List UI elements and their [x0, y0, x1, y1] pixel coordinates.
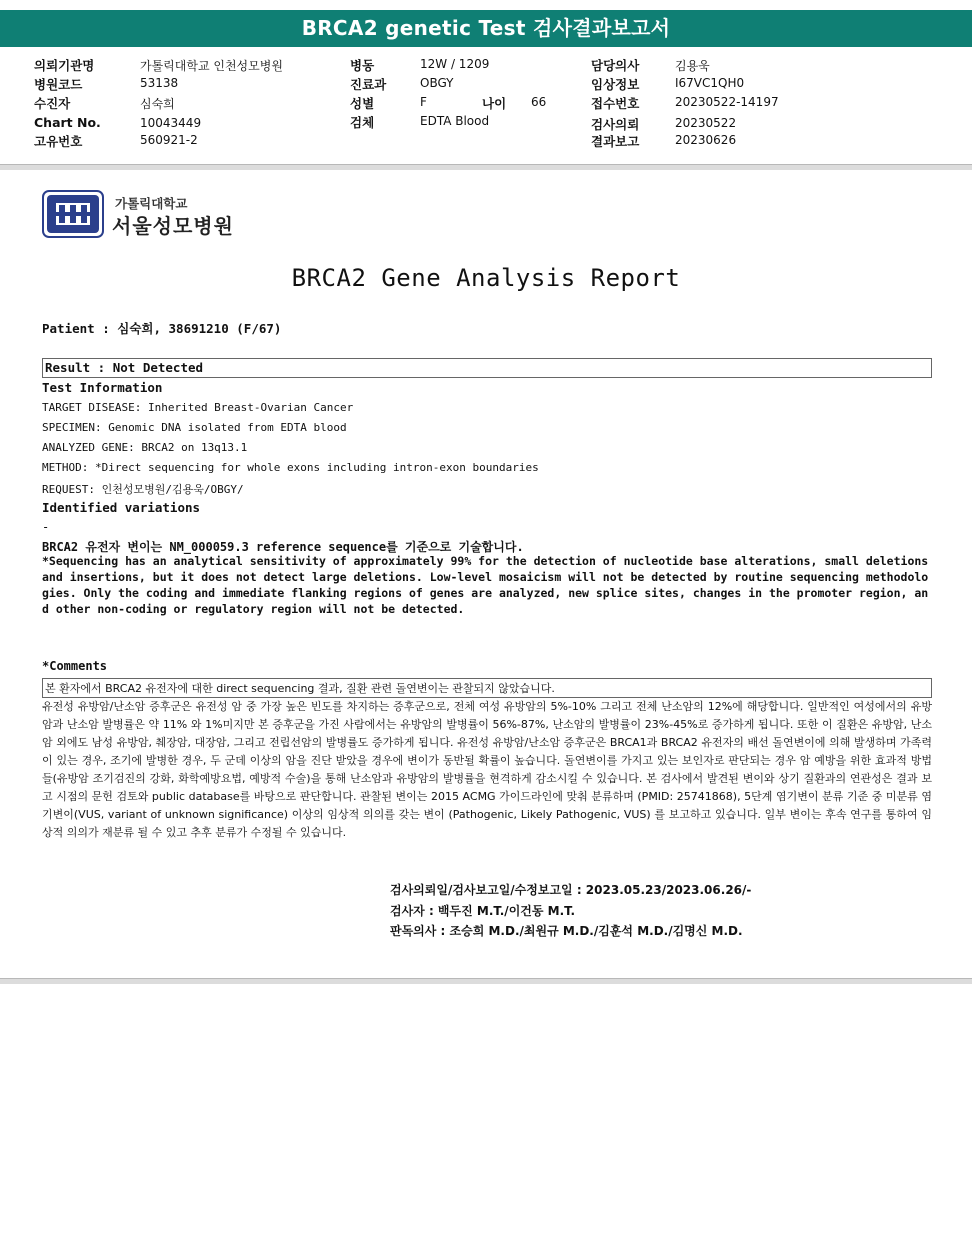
reference-note: BRCA2 유전자 변이는 NM_000059.3 reference sequence를 기준으로 기술합니다.	[42, 540, 524, 554]
footer-divider	[0, 978, 972, 984]
variations-heading: Identified variations	[42, 500, 201, 515]
logo-university-name: 가톨릭대학교	[115, 196, 188, 211]
header-label: 접수번호	[591, 96, 640, 111]
header-value: I67VC1QH0	[675, 76, 745, 90]
header-label: 의뢰기관명	[34, 58, 95, 73]
header-value: 심숙희	[140, 97, 175, 111]
header-value: F	[420, 95, 427, 109]
header-label: 병동	[350, 58, 375, 73]
variations-value: -	[42, 520, 50, 534]
hospital-seal-icon	[42, 190, 104, 238]
header-divider	[0, 164, 972, 170]
header-label: 성별	[350, 96, 375, 111]
header-label: 수진자	[34, 96, 71, 111]
document-title: BRCA2 Gene Analysis Report	[291, 264, 681, 292]
header-value: 53138	[140, 76, 179, 90]
logo-hospital-name: 서울성모병원	[112, 214, 234, 238]
header-label: 결과보고	[591, 134, 640, 149]
header-info	[0, 54, 972, 154]
comments-heading: *Comments	[42, 659, 108, 673]
physicians: 판독의사 : 조승희 M.D./최원규 M.D./김훈석 M.D./김명신 M.D.	[390, 924, 743, 938]
test-info-heading: Test Information	[42, 380, 163, 395]
header-value: OBGY	[420, 76, 454, 90]
header-label: 진료과	[350, 77, 387, 92]
report-title-bar: BRCA2 genetic Test 검사결과보고서	[0, 10, 972, 47]
comment-box-text: 본 환자에서 BRCA2 유전자에 대한 direct sequencing 결과, 질환 관련 돌연변이는 관찰되지 않았습니다.	[45, 682, 555, 695]
header-value: 10043449	[140, 116, 202, 130]
report-dates: 검사의뢰일/검사보고일/수정보고일 : 2023.05.23/2023.06.26/-	[390, 883, 752, 897]
header-value: 20230522	[675, 116, 737, 130]
disclaimer: *Sequencing has an analytical sensitivity of approximately 99% for the detection of nucleotide base alterations, small deletions and insertions, but it does not detect large deletions. Low-level mosaicism will not be detected by routine sequencing methodologies. Only the coding and immediate flanking regions of genes are analyzed, new splice sites, changes in the promoter region, and other non-coding or regulatory region will not be detected.	[42, 554, 929, 616]
header-label: 검사의뢰	[591, 117, 640, 132]
comment-box	[42, 678, 932, 698]
header-value: 560921-2	[140, 133, 198, 147]
test-info-item: TARGET DISEASE: Inherited Breast-Ovarian Cancer	[42, 401, 354, 414]
header-label: 나이	[482, 96, 507, 111]
header-label: 임상정보	[591, 77, 640, 92]
test-info-item: SPECIMEN: Genomic DNA isolated from EDTA blood	[42, 421, 347, 434]
header-value: 66	[531, 95, 547, 109]
header-label: 검체	[350, 115, 375, 130]
header-value: 12W / 1209	[420, 57, 490, 71]
header-label: Chart No.	[34, 115, 101, 130]
test-info-item: REQUEST: 인천성모병원/김용욱/OBGY/	[42, 483, 244, 496]
header-label: 담당의사	[591, 58, 640, 73]
test-info-item: METHOD: *Direct sequencing for whole exons including intron-exon boundaries	[42, 461, 539, 474]
header-label: 병원코드	[34, 77, 83, 92]
patient-line: Patient : 심숙희, 38691210 (F/67)	[42, 321, 282, 336]
test-info-item: ANALYZED GENE: BRCA2 on 13q13.1	[42, 441, 248, 454]
header-value: EDTA Blood	[420, 114, 490, 128]
header-value: 가톨릭대학교 인천성모병원	[140, 59, 283, 73]
result-box	[42, 358, 932, 378]
result-text: Result : Not Detected	[45, 360, 204, 375]
header-label: 고유번호	[34, 134, 83, 149]
header-value: 김용욱	[675, 59, 710, 73]
technicians: 검사자 : 백두진 M.T./이건동 M.T.	[390, 904, 576, 918]
header-value: 20230522-14197	[675, 95, 779, 109]
header-value: 20230626	[675, 133, 737, 147]
comment-paragraph: 유전성 유방암/난소암 증후군은 유전성 암 중 가장 높은 빈도를 차지하는 증후군으로, 전체 여성 유방암의 5%-10% 그리고 전체 난소암의 12%에 해당합니다. 일반적인 여성에서의 유방암과 난소암 발병률은 약 11% 와 1%미지만 본 증후군을 가진 사람에서는 유방암의 발병률이 56%-87%, 난소암의 발병률이 23%-45%로 증가하게 됩니다. 또한 이 질환은 유방암, 난소암 외에도 남성 유방암, 췌장암, 대장암, 그리고 전립선암의 발병률도 증가하게 됩니다. 유전성 유방암/난소암 증후군은 BRCA1과 BRCA2 유전자의 배선 돌연변이에 의해 발생하며 가족력이 있는 경우, 조기에 발병한 경우, 두 군데 이상의 암을 진단 받았을 경우에 변이가 동반될 확률이 높습니다. 돌연변이를 가지고 있는 보인자로 판단되는 경우 암 예방을 위한 효과적 방법들(유방암 조기검진의 강화, 화학예방요법, 예방적 수술)을 통해 난소암과 유방암의 발병률을 현격하게 감소시킬 수 있습니다. 본 검사에서 발견된 변이와 상기 질환과의 연관성은 결과 보고 시점의 문헌 검토와 public database를 바탕으로 판단합니다. 관찰된 변이는 2015 ACMG 가이드라인에 맞춰 분류하며 (PMID: 25741868), 5단계 염기변이 분류 기준 중 미분류 염기변이(VUS, variant of unknown significance) 이상의 임상적 의의를 갖는 변이 (Pathogenic, Likely Pathogenic, VUS) 를 보고하고 있습니다. 일부 변이는 후속 연구를 통하여 임상적 의의가 재분류 될 수 있고 추후 분류가 수정될 수 있습니다.	[42, 700, 932, 839]
